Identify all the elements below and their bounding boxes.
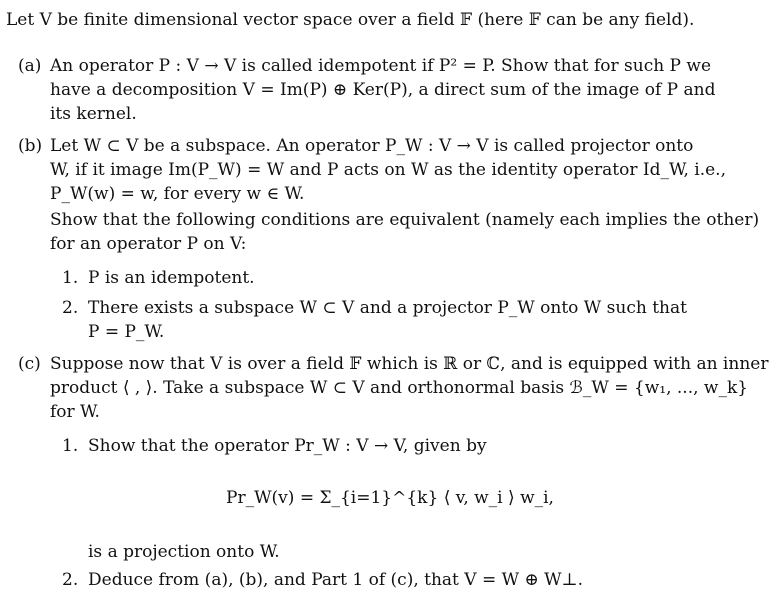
part-b-line-5: for an operator P on V: — [50, 234, 247, 254]
part-c-item-2-num: 2. — [62, 570, 79, 590]
part-b-item-1-text: P is an idempotent. — [88, 268, 255, 288]
part-b-line-4: Show that the following conditions are equivalent (namely each implies the other) — [50, 210, 760, 230]
part-b-line-3: P_W(w) = w, for every w ∈ W. — [50, 184, 305, 204]
part-b-item-2-line-2: P = P_W. — [88, 322, 165, 342]
part-c-line-2: product ⟨ , ⟩. Take a subspace W ⊂ V and orthonormal basis ℬ_W = {w₁, ..., w_k} — [50, 378, 749, 398]
part-c-label: (c) — [18, 354, 41, 374]
part-c-line-1: Suppose now that V is over a field 𝔽 which is ℝ or ℂ, and is equipped with an inner — [50, 354, 769, 374]
part-c-line-3: for W. — [50, 402, 100, 422]
part-b-label: (b) — [18, 136, 43, 156]
part-c-item-1-num: 1. — [62, 436, 79, 456]
part-b-line-1: Let W ⊂ V be a subspace. An operator P_W : V → V is called projector onto — [50, 136, 694, 156]
part-a-line-1: An operator P : V → V is called idempotent if P² = P. Show that for such P we — [50, 56, 712, 76]
part-c-item-2-text: Deduce from (a), (b), and Part 1 of (c), that V = W ⊕ W⊥. — [88, 570, 584, 590]
part-a-line-3: its kernel. — [50, 104, 137, 124]
part-b-line-2: W, if it image Im(P_W) = W and P acts on W as the identity operator Id_W, i.e., — [50, 160, 726, 180]
part-b-item-2-num: 2. — [62, 298, 79, 318]
part-c-item-1-conclusion: is a projection onto W. — [88, 542, 280, 562]
part-b-item-1-num: 1. — [62, 268, 79, 288]
part-a-line-2: have a decomposition V = Im(P) ⊕ Ker(P), a direct sum of the image of P and — [50, 80, 716, 100]
projection-formula: Pr_W(v) = Σ_{i=1}^{k} ⟨ v, w_i ⟩ w_i, — [226, 488, 554, 508]
part-b-item-2-line-1: There exists a subspace W ⊂ V and a projector P_W onto W such that — [88, 298, 687, 318]
intro-text: Let V be finite dimensional vector space over a field 𝔽 (here 𝔽 can be any field). — [6, 10, 695, 30]
part-a-label: (a) — [18, 56, 42, 76]
part-c-item-1-text: Show that the operator Pr_W : V → V, given by — [88, 436, 487, 456]
